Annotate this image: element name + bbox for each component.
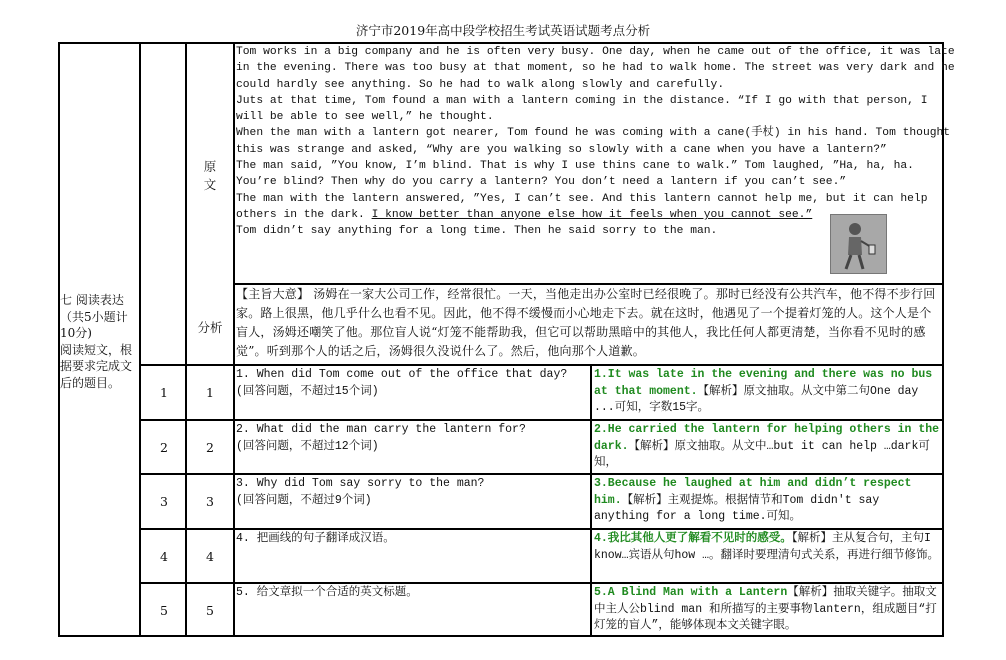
question-cell xyxy=(236,367,588,400)
man-with-lantern-icon xyxy=(831,215,886,273)
passage-line: in the evening. There was too busy at that moment, so he had to walk home. The street was very dark and he xyxy=(236,62,955,75)
analysis-text: 【主旨大意】 汤姆在一家大公司工作，经常很忙。一天，当他走出办公室时已经很晚了。那时已经没有公共汽车，他不得不步行回家。路上很黑，他几乎什么也看不见。因此，他不得不缓慢而小心地走下去。就在这时，他遇见了一个提着灯笼的人。这个人是个盲人，汤姆还嘲笑了他。那位盲人说“灯笼不能帮助我，但它可以帮助黑暗中的其他人，我比任何人都更清楚，当你看不见时的感觉”。听到那个人的话之后，汤姆很久没说什么了。然后，他向那个人道歉。 xyxy=(236,287,936,358)
section-label xyxy=(60,292,138,391)
table-divider xyxy=(139,582,944,584)
blind-man-illustration xyxy=(830,214,887,274)
passage-line: You’re blind? Then why do you carry a lantern? You don’t need a lantern if you can’t see.” xyxy=(236,176,847,189)
question-cell xyxy=(236,422,588,455)
passage-line: Juts at that time, Tom found a man with a lantern coming in the distance. “If I go with that person, I xyxy=(236,94,928,107)
answer-text: 4.我比其他人更了解看不见时的感受。 xyxy=(594,532,792,545)
page-title: 济宁市2019年高中段学校招生考试英语试题考点分析 xyxy=(355,23,651,38)
question-number: 5 xyxy=(206,603,214,618)
question-number: 4 xyxy=(206,549,214,564)
answer-cell xyxy=(594,422,940,472)
question-cell xyxy=(236,476,588,509)
table-divider xyxy=(139,419,944,421)
answer-text: 1.It was late in the evening and there was no bus at that moment. xyxy=(594,368,933,398)
section-meta: （共5小题计10分) xyxy=(60,309,128,340)
row-number: 5 xyxy=(160,603,168,618)
answer-cell xyxy=(594,367,940,417)
passage-text xyxy=(236,44,955,240)
answer-text: 5.A Blind Man with a Lantern xyxy=(594,586,788,599)
passage-line: When the man with a lantern got nearer, Tom found he was coming with a cane(手杖) in his hand. Tom thought xyxy=(236,127,951,140)
answer-explanation: 【解析】主观提炼。根据情节和Tom didn't say anything for a long time.可知。 xyxy=(594,493,880,523)
passage-line: Tom didn’t say anything for a long time. Then he said sorry to the man. xyxy=(236,225,718,238)
table-divider xyxy=(139,473,944,475)
analysis-label: 分析 xyxy=(197,320,223,335)
original-label: 原文 xyxy=(203,159,217,192)
question-hint: (回答问题，不超过9个词) xyxy=(236,493,372,507)
passage-line: The man said, ”You know, I’m blind. That is why I use thins cane to walk.” Tom laughed, ”Ha, ha, ha. xyxy=(236,160,914,173)
question-number: 2 xyxy=(206,440,214,455)
table-divider xyxy=(590,365,592,637)
table-divider xyxy=(139,42,141,637)
row-number: 1 xyxy=(160,385,168,400)
row-number: 2 xyxy=(160,440,168,455)
question-hint: (回答问题，不超过12个词) xyxy=(236,439,379,453)
passage-line: will be able to see well,” he thought. xyxy=(236,111,494,124)
answer-text: 3.Because he laughed at him and didn’t respect him. xyxy=(594,477,912,507)
question-text: 2. What did the man carry the lantern for? xyxy=(236,423,526,436)
answer-explanation: 【解析】原文抽取。从文中第二句One day ...可知，字数15字。 xyxy=(594,384,919,414)
section-name: 七 阅读表达 xyxy=(60,293,124,307)
passage-line: this was strange and asked, “Why are you walking so slowly with a cane when you have a lantern?” xyxy=(236,143,887,156)
answer-text: 2.He carried the lantern for helping others in the dark. xyxy=(594,423,940,453)
question-text: 4. 把画线的句子翻译成汉语。 xyxy=(236,532,395,545)
question-number: 1 xyxy=(206,385,214,400)
table-divider xyxy=(185,42,187,637)
question-text: 5. 给文章拟一个合适的英文标题。 xyxy=(236,586,418,599)
question-text: 1. When did Tom come out of the office that day? xyxy=(236,368,568,381)
question-cell xyxy=(236,585,588,602)
underlined-sentence: I know better than anyone else how it feels when you cannot see.” xyxy=(371,208,813,221)
table-divider xyxy=(139,528,944,530)
passage-line: could hardly see anything. So he had to walk along slowly and carefully. xyxy=(236,78,725,91)
answer-explanation: 【解析】主从复合句，主句I know…宾语从句how …。翻译时要理清句式关系，再进行细节修饰。 xyxy=(594,532,940,562)
passage-line: Tom works in a big company and he is often very busy. One day, when he came out of the office, it was late xyxy=(236,46,955,58)
answer-cell xyxy=(594,585,940,635)
question-hint: (回答问题，不超过15个词) xyxy=(236,384,379,398)
section-instruction: 阅读短文，根据要求完成文后的题目。 xyxy=(60,342,133,390)
question-cell xyxy=(236,531,588,548)
question-number: 3 xyxy=(206,494,214,509)
question-text: 3. Why did Tom say sorry to the man? xyxy=(236,477,485,490)
table-divider xyxy=(139,364,944,366)
answer-explanation: 【解析】抽取关键字。抽取文中主人公blind man 和所描写的主要事物lantern，组成题目“打灯笼的盲人”，能够体现本文关键字眼。 xyxy=(594,586,937,632)
row-number: 4 xyxy=(160,549,168,564)
row-number: 3 xyxy=(160,494,168,509)
table-divider xyxy=(233,42,235,637)
answer-explanation: 【解析】原文抽取。从文中…but it can help …dark可知， xyxy=(594,439,930,469)
answer-cell xyxy=(594,531,940,564)
passage-line-text: others in the dark. xyxy=(236,208,372,221)
passage-line: The man with the lantern answered, ”Yes, I can’t see. And this lantern cannot help me, but it can help xyxy=(236,192,928,205)
answer-cell xyxy=(594,476,940,526)
